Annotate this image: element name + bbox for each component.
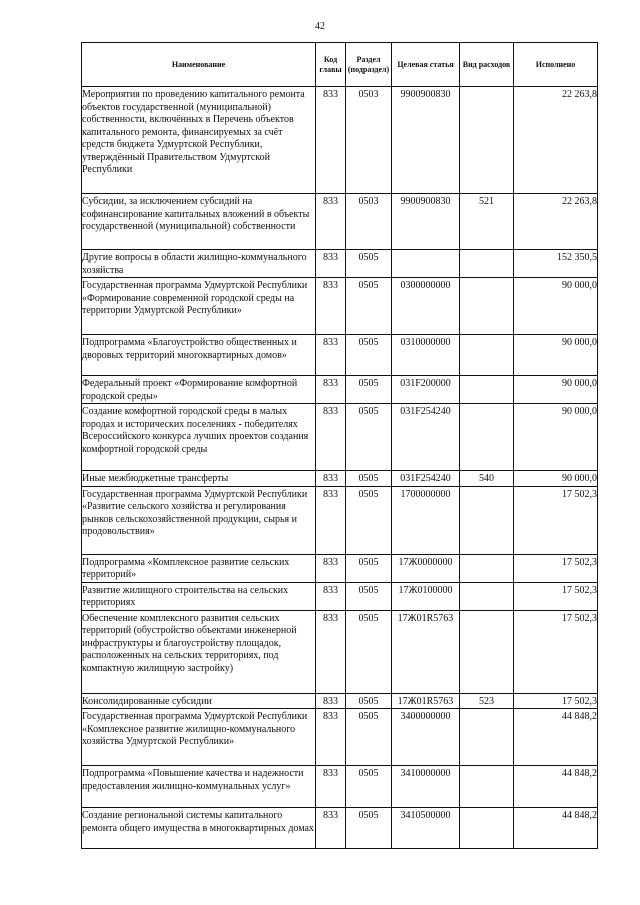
table-row (82, 335, 598, 376)
cell-value: 90 000,0 (514, 335, 598, 376)
cell-target: 3400000000 (392, 709, 460, 766)
table-row (82, 486, 598, 554)
cell-name: Федеральный проект «Формирование комфортной городской среды» (82, 376, 316, 404)
cell-name: Государственная программа Удмуртской Республики «Комплексное развитие жилищно-коммунального хозяйства Удмуртской Республики» (82, 709, 316, 766)
cell-section: 0505 (346, 376, 392, 404)
cell-target (392, 250, 460, 278)
cell-value: 90 000,0 (514, 278, 598, 335)
cell-section: 0505 (346, 693, 392, 709)
cell-code: 833 (316, 610, 346, 693)
cell-target: 3410500000 (392, 808, 460, 849)
cell-target: 17Ж01R5763 (392, 610, 460, 693)
cell-section: 0505 (346, 278, 392, 335)
cell-exp-type (460, 404, 514, 471)
cell-section: 0505 (346, 766, 392, 808)
cell-code: 833 (316, 250, 346, 278)
cell-code: 833 (316, 486, 346, 554)
cell-exp-type (460, 709, 514, 766)
cell-target: 9900900830 (392, 87, 460, 194)
cell-section: 0505 (346, 709, 392, 766)
cell-code: 833 (316, 709, 346, 766)
cell-target: 031F254240 (392, 404, 460, 471)
cell-section: 0503 (346, 87, 392, 194)
cell-name: Консолидированные субсидии (82, 693, 316, 709)
cell-value: 17 502,3 (514, 582, 598, 610)
cell-value: 152 350,5 (514, 250, 598, 278)
cell-code: 833 (316, 87, 346, 194)
table-header-row (82, 43, 598, 87)
cell-code: 833 (316, 404, 346, 471)
cell-name: Субсидии, за исключением субсидий на софинансирование капитальных вложений в объекты государственной (муниципальной) собственности (82, 194, 316, 250)
cell-value: 17 502,3 (514, 486, 598, 554)
header-target: Целевая статья (392, 43, 460, 87)
cell-code: 833 (316, 194, 346, 250)
header-name: Наименование (82, 43, 316, 87)
cell-target: 031F254240 (392, 471, 460, 487)
cell-section: 0505 (346, 486, 392, 554)
table-row (82, 250, 598, 278)
cell-section: 0505 (346, 404, 392, 471)
cell-code: 833 (316, 766, 346, 808)
page-number: 42 (315, 21, 325, 32)
cell-exp-type (460, 766, 514, 808)
table-row (82, 404, 598, 471)
cell-name: Создание комфортной городской среды в малых городах и исторических поселениях - победителях Всероссийского конкурса лучших проектов создания комфортной городской среды (82, 404, 316, 471)
cell-name: Подпрограмма «Повышение качества и надежности предоставления жилищно-коммунальных услуг» (82, 766, 316, 808)
cell-name: Другие вопросы в области жилищно-коммунального хозяйства (82, 250, 316, 278)
table-row (82, 554, 598, 582)
cell-value: 44 848,2 (514, 709, 598, 766)
cell-code: 833 (316, 582, 346, 610)
cell-target: 9900900830 (392, 194, 460, 250)
cell-exp-type: 521 (460, 194, 514, 250)
cell-target: 17Ж0100000 (392, 582, 460, 610)
cell-code: 833 (316, 471, 346, 487)
cell-value: 22 263,8 (514, 87, 598, 194)
cell-name: Создание региональной системы капитального ремонта общего имущества в многоквартирных домах (82, 808, 316, 849)
cell-section: 0505 (346, 554, 392, 582)
cell-exp-type (460, 87, 514, 194)
table-row (82, 610, 598, 693)
cell-target: 031F200000 (392, 376, 460, 404)
cell-value: 22 263,8 (514, 194, 598, 250)
cell-name: Государственная программа Удмуртской Республики «Развитие сельского хозяйства и регулирования рынков сельскохозяйственной продукции, сырья и продовольствия» (82, 486, 316, 554)
table-row (82, 376, 598, 404)
cell-target: 17Ж01R5763 (392, 693, 460, 709)
cell-value: 17 502,3 (514, 693, 598, 709)
cell-name: Развитие жилищного строительства на сельских территориях (82, 582, 316, 610)
cell-exp-type: 540 (460, 471, 514, 487)
cell-name: Подпрограмма «Комплексное развитие сельских территорий» (82, 554, 316, 582)
table-row (82, 766, 598, 808)
table-row (82, 278, 598, 335)
cell-code: 833 (316, 554, 346, 582)
cell-section: 0505 (346, 471, 392, 487)
cell-target: 0310000000 (392, 335, 460, 376)
cell-target: 0300000000 (392, 278, 460, 335)
cell-section: 0505 (346, 610, 392, 693)
cell-exp-type (460, 582, 514, 610)
cell-exp-type (460, 376, 514, 404)
cell-value: 90 000,0 (514, 471, 598, 487)
cell-value: 17 502,3 (514, 554, 598, 582)
cell-section: 0505 (346, 335, 392, 376)
cell-code: 833 (316, 693, 346, 709)
cell-name: Обеспечение комплексного развития сельских территорий (обустройство объектами инженерной инфраструктуры и благоустройству площадок, расположенных на сельских территориях, под компактную жилищную застройку) (82, 610, 316, 693)
cell-value: 90 000,0 (514, 376, 598, 404)
table-row (82, 582, 598, 610)
header-section: Раздел (подраздел) (346, 43, 392, 87)
cell-section: 0505 (346, 582, 392, 610)
cell-target: 1700000000 (392, 486, 460, 554)
cell-exp-type (460, 808, 514, 849)
table-row (82, 87, 598, 194)
cell-exp-type (460, 335, 514, 376)
cell-name: Иные межбюджетные трансферты (82, 471, 316, 487)
table-row (82, 693, 598, 709)
cell-exp-type (460, 610, 514, 693)
cell-exp-type: 523 (460, 693, 514, 709)
cell-code: 833 (316, 376, 346, 404)
cell-name: Государственная программа Удмуртской Республики «Формирование современной городской среды на территории Удмуртской Республики» (82, 278, 316, 335)
cell-code: 833 (316, 278, 346, 335)
cell-section: 0503 (346, 194, 392, 250)
cell-value: 17 502,3 (514, 610, 598, 693)
table-row (82, 808, 598, 849)
cell-name: Мероприятия по проведению капитального ремонта объектов государственной (муниципальной) собственности, включённых в Перечень объектов капитального ремонта, финансируемых за счёт средств бюджета Удмуртской Республики, утверждённый Правительством Удмуртской Республики (82, 87, 316, 194)
table-row (82, 194, 598, 250)
table-row (82, 471, 598, 487)
cell-exp-type (460, 554, 514, 582)
header-executed: Исполнено (514, 43, 598, 87)
cell-target: 3410000000 (392, 766, 460, 808)
table-row (82, 709, 598, 766)
cell-name: Подпрограмма «Благоустройство общественных и дворовых территорий многоквартирных домов» (82, 335, 316, 376)
cell-exp-type (460, 278, 514, 335)
budget-table (81, 42, 598, 849)
header-exp-type: Вид расходов (460, 43, 514, 87)
cell-section: 0505 (346, 808, 392, 849)
cell-value: 44 848,2 (514, 766, 598, 808)
cell-code: 833 (316, 335, 346, 376)
cell-exp-type (460, 486, 514, 554)
header-code: Код главы (316, 43, 346, 87)
cell-target: 17Ж0000000 (392, 554, 460, 582)
cell-section: 0505 (346, 250, 392, 278)
cell-exp-type (460, 250, 514, 278)
cell-value: 90 000,0 (514, 404, 598, 471)
cell-code: 833 (316, 808, 346, 849)
cell-value: 44 848,2 (514, 808, 598, 849)
